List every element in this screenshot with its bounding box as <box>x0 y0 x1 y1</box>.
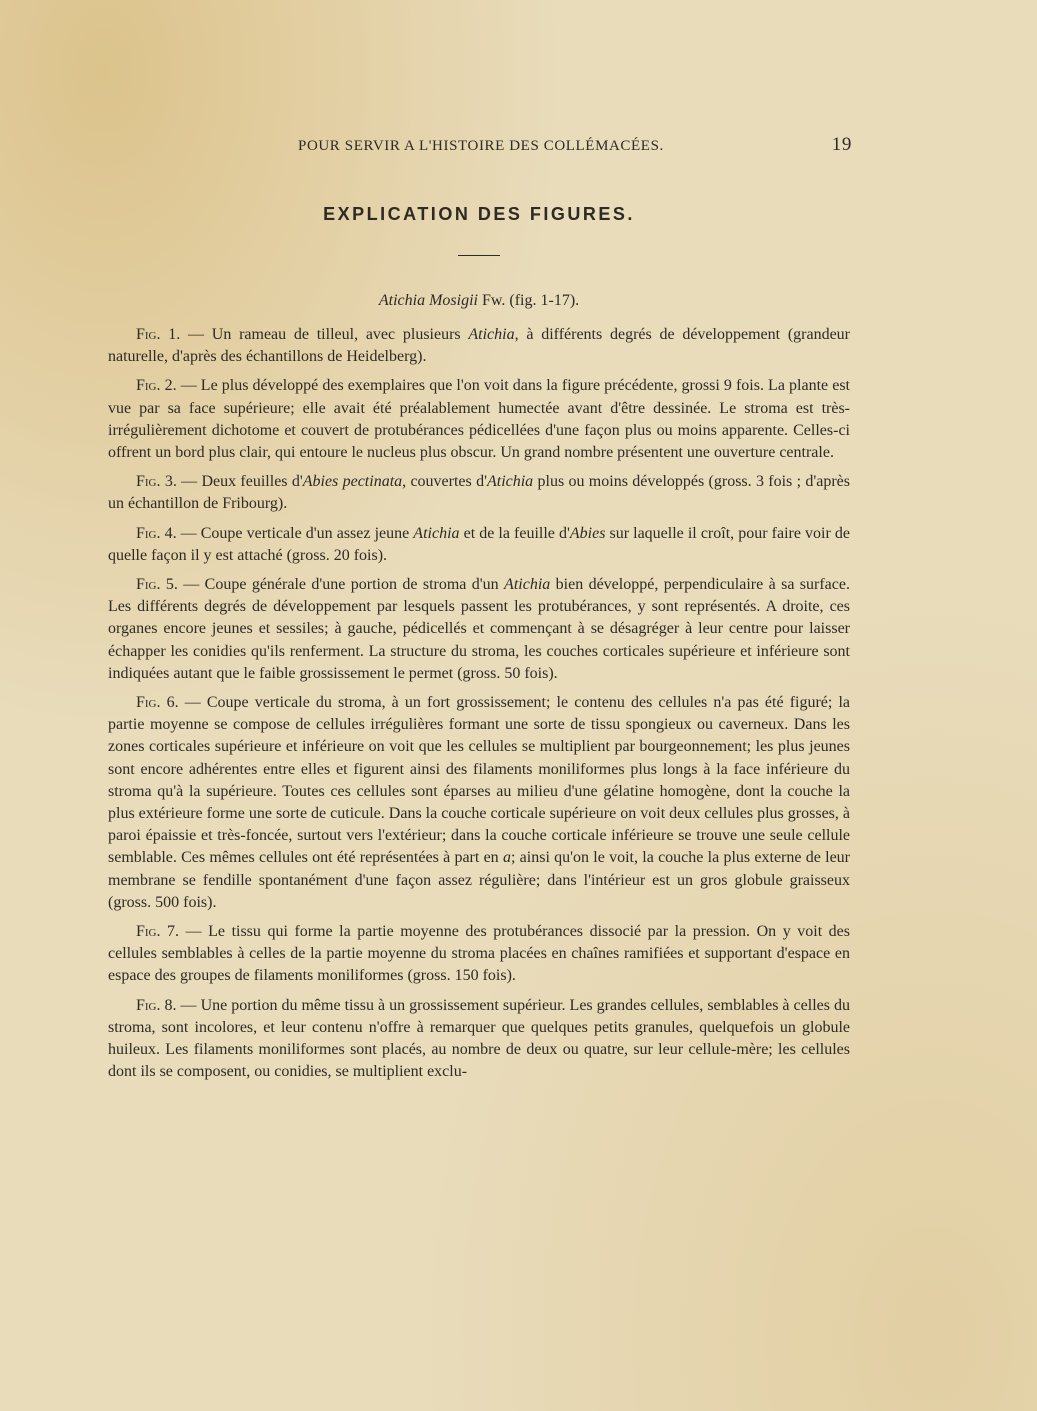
figure-text-italic: Atichia <box>468 326 515 343</box>
figure-paragraph <box>108 324 850 368</box>
figure-paragraph <box>108 574 850 685</box>
figure-text: — Une portion du même tissu à un grossissement supérieur. Les grandes cellules, semblables à celles du stroma, sont incolores, et leur contenu n'offre à remarquer que quelques petits granules, quelquefois un globule huileux. Les filaments moniliformes sont placés, au nombre de deux ou quatre, sur leur cellule-mère; les cellules dont ils se composent, ou conidies, se multiplient exclu- <box>108 996 850 1081</box>
species-author: Fw. (fig. 1-17). <box>477 292 580 309</box>
figure-label: Fig. 5. <box>136 576 178 594</box>
section-title: EXPLICATION DES FIGURES. <box>323 204 635 224</box>
figure-text-italic: Atichia <box>413 524 460 542</box>
figure-text: — Le tissu qui forme la partie moyenne des protubérances dissocié par la pression. On y voit des cellules semblables à celles de la partie moyenne du stroma placées en chaînes ramifiées et supportant d'espace en espace des groupes de filaments moniliformes (gross. 150 fois). <box>108 923 851 985</box>
title-divider <box>458 255 500 256</box>
figure-label: Fig. 1. <box>136 326 181 343</box>
figure-label: Fig. 6. <box>136 694 179 712</box>
running-header <box>108 130 850 158</box>
figure-text: — Deux feuilles d' <box>176 473 303 491</box>
figure-text: bien développé, perpendiculaire à sa surface. Les différents degrés de développement par lesquels passent les protubérances, y sont représentés. A droite, ces organes encore jeunes et sessiles; à gauche, pédicellés et commençant à se désagréger à leur centre pour laisser échapper les conidies qu'ils renferment. La structure du stroma, les couches corticales supérieure et inférieure sont indiquées autant que le faible grossissement le permet (gross. 50 fois). <box>108 576 850 682</box>
figure-text: ; ainsi qu'on le voit, la couche la plus externe de leur membrane se fendille spontanément d'une façon assez régulière; dans l'intérieur est un gros globule graisseux (gross. 500 fois). <box>108 849 850 911</box>
figure-label: Fig. 2. <box>136 377 177 395</box>
figure-text: , couvertes d' <box>402 473 487 491</box>
figure-text-italic: Atichia <box>504 576 551 594</box>
figure-paragraph <box>108 921 850 988</box>
figure-text-italic: Abies <box>569 524 606 542</box>
figure-paragraph <box>108 375 850 464</box>
figure-label: Fig. 7. <box>136 923 180 941</box>
species-heading <box>108 292 850 310</box>
figure-text: et de la feuille d' <box>459 524 570 542</box>
figure-paragraph <box>108 471 850 515</box>
figure-label: Fig. 4. <box>136 524 177 542</box>
figure-text: — Coupe verticale du stroma, à un fort grossissement; le contenu des cellules n'a pas été figuré; la partie moyenne se compose de cellules irrégulières formant une sorte de tissu spongieux ou caverneux. Dans les zones corticales supérieure et inférieure on voit que les cellules se multiplient par bourgeonnement; les plus jeunes sont encore adhérentes entre elles et figurent ainsi des filaments moniliformes plus longs à la face inférieure du stroma qu'à la supérieure. Toutes ces cellules sont éparses au milieu d'une gélatine homogène, dont la couche la plus extérieure forme une sorte de cuticule. Dans la couche corticale supérieure on voit deux cellules plus grosses, à paroi épaissie et très-foncée, surtout vers l'extérieur; dans la couche corticale inférieure se trouve une seule cellule semblable. Ces mêmes cellules ont été représentées à part en <box>108 694 850 867</box>
species-name: Atichia Mosigii <box>378 292 478 309</box>
figure-explanations <box>108 324 850 1084</box>
figure-paragraph <box>108 995 850 1084</box>
figure-text: — Un rameau de tilleul, avec plusieurs <box>180 326 469 343</box>
running-title: POUR SERVIR A L'HISTOIRE DES COLLÉMACÉES. <box>298 138 664 154</box>
page-number: 19 <box>831 134 852 155</box>
figure-text-italic: a <box>502 849 511 867</box>
figure-label: Fig. 8. <box>136 996 177 1014</box>
figure-paragraph <box>108 523 850 567</box>
figure-text-italic: Abies pectinata <box>302 473 403 491</box>
page <box>108 130 850 1091</box>
figure-text: — Coupe verticale d'un assez jeune <box>176 524 414 542</box>
figure-text: , à différents degrés de développement (grandeur naturelle, d'après des échantillons de Heidelberg). <box>108 326 851 366</box>
figure-paragraph <box>108 692 850 914</box>
figure-text: plus ou moins développés (gross. 3 fois ; d'après un échantillon de Fribourg). <box>108 473 850 513</box>
figure-text: — Le plus développé des exemplaires que l'on voit dans la figure précédente, grossi 9 fois. La plante est vue par sa face supérieure; elle avait été préalablement humectée avant d'être dessinée. Le stroma est très-irrégulièrement dichotome et couvert de protubérances pédicellées d'une façon plus ou moins apparente. Celles-ci offrent un bord plus clair, qui entoure le nucleus plus obscur. Un grand nombre présentent une ouverture centrale. <box>108 377 850 462</box>
figure-text: sur laquelle il croît, pour faire voir de quelle façon il y est attaché (gross. 20 fois). <box>108 524 850 564</box>
figure-label: Fig. 3. <box>136 473 177 491</box>
figure-text: — Coupe générale d'une portion de stroma d'un <box>177 576 505 594</box>
figure-text-italic: Atichia <box>486 473 534 491</box>
